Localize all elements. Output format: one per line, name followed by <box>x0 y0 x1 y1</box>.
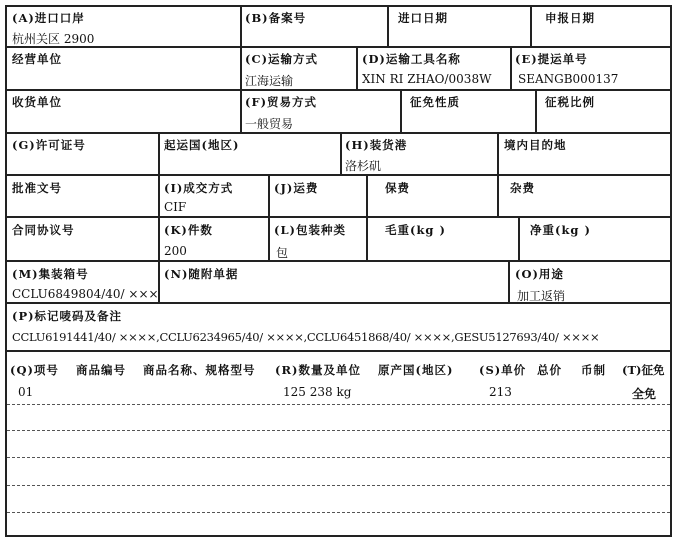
col-divider <box>366 216 368 262</box>
port-label: (A)进口口岸 <box>12 11 85 25</box>
levy-header: (T)征免 <box>622 363 665 377</box>
transport-mode-label: (C)运输方式 <box>245 52 319 66</box>
origin-header: 原产国(地区) <box>378 363 454 377</box>
item-row-divider <box>7 457 670 458</box>
item-no-header: (Q)项号 <box>10 363 59 377</box>
trade-mode-value: 一般贸易 <box>245 117 294 131</box>
col-divider <box>240 89 242 134</box>
item-row-divider <box>7 430 670 431</box>
col-divider <box>518 216 520 262</box>
quantity-value: 125 238 kg <box>283 385 352 399</box>
total-price-header: 总价 <box>537 363 562 377</box>
item-row-divider <box>7 485 670 486</box>
border-right <box>670 5 672 537</box>
col-divider <box>400 89 402 134</box>
marks-label: (P)标记唛码及备注 <box>12 309 123 323</box>
port-value: 杭州关区 2900 <box>12 32 95 46</box>
container-no-value: CCLU6849804/40/ ××× <box>12 287 159 301</box>
attached-docs-label: (N)随附单据 <box>164 267 239 281</box>
deal-mode-label: (I)成交方式 <box>164 181 234 195</box>
col-divider <box>508 260 510 304</box>
border-bottom <box>5 535 672 537</box>
unit-price-header: (S)单价 <box>479 363 527 377</box>
origin-country-label: 起运国(地区) <box>164 138 240 152</box>
container-no-label: (M)集装箱号 <box>12 267 89 281</box>
import-date-label: 进口日期 <box>398 11 448 25</box>
trade-mode-label: (F)贸易方式 <box>245 95 318 109</box>
col-divider <box>240 46 242 91</box>
quantity-header: (R)数量及单位 <box>275 363 361 377</box>
row-divider <box>5 350 672 352</box>
record-no-label: (B)备案号 <box>245 11 307 25</box>
pieces-value: 200 <box>164 244 187 258</box>
contract-no-label: 合同协议号 <box>12 223 75 237</box>
row-divider <box>5 174 672 176</box>
col-divider <box>366 174 368 218</box>
marks-value: CCLU6191441/40/ ××××,CCLU6234965/40/ ××××,CCLU6451868/40/ ××××,GESU5127693/40/ ×××× <box>12 330 600 344</box>
border-top <box>5 5 672 7</box>
col-divider <box>158 216 160 262</box>
col-divider <box>158 174 160 218</box>
row-divider <box>5 46 672 48</box>
levy-value: 全免 <box>632 387 657 401</box>
declare-date-label: 申报日期 <box>545 11 595 25</box>
col-divider <box>268 174 270 218</box>
freight-label: (J)运费 <box>274 181 319 195</box>
loading-port-value: 洛杉矶 <box>345 159 382 173</box>
col-divider <box>356 46 358 91</box>
currency-header: 币制 <box>581 363 606 377</box>
usage-value: 加工返销 <box>517 289 566 303</box>
misc-fee-label: 杂费 <box>510 181 535 195</box>
package-type-value: 包 <box>276 246 289 260</box>
transport-name-value: XIN RI ZHAO/0038W <box>362 72 492 86</box>
loading-port-label: (H)装货港 <box>345 138 408 152</box>
deal-mode-value: CIF <box>164 200 187 214</box>
destination-label: 境内目的地 <box>504 138 567 152</box>
col-divider <box>497 174 499 218</box>
item-row-divider <box>7 512 670 513</box>
col-divider <box>387 5 389 48</box>
transport-name-label: (D)运输工具名称 <box>362 52 461 66</box>
pieces-label: (K)件数 <box>164 223 213 237</box>
col-divider <box>158 132 160 176</box>
commodity-name-header: 商品名称、规格型号 <box>143 363 256 377</box>
row-divider <box>5 260 672 262</box>
col-divider <box>240 5 242 48</box>
package-type-label: (L)包装种类 <box>274 223 346 237</box>
consignee-label: 收货单位 <box>12 95 62 109</box>
col-divider <box>340 132 342 176</box>
levy-nature-label: 征免性质 <box>410 95 460 109</box>
col-divider <box>268 216 270 262</box>
item-no-value: 01 <box>18 385 34 399</box>
col-divider <box>535 89 537 134</box>
col-divider <box>497 132 499 176</box>
approval-no-label: 批准文号 <box>12 181 62 195</box>
unit-price-value: 213 <box>489 385 512 399</box>
row-divider <box>5 89 672 91</box>
bill-no-value: SEANGB000137 <box>518 72 619 86</box>
usage-label: (O)用途 <box>515 267 564 281</box>
gross-weight-label: 毛重(kg ) <box>385 223 446 237</box>
commodity-code-header: 商品编号 <box>76 363 126 377</box>
item-row-divider <box>7 404 670 405</box>
bill-no-label: (E)提运单号 <box>515 52 588 66</box>
col-divider <box>530 5 532 48</box>
row-divider <box>5 302 672 304</box>
row-divider <box>5 216 672 218</box>
insurance-label: 保费 <box>385 181 410 195</box>
license-no-label: (G)许可证号 <box>12 138 86 152</box>
levy-ratio-label: 征税比例 <box>545 95 595 109</box>
net-weight-label: 净重(kg ) <box>530 223 591 237</box>
col-divider <box>510 46 512 91</box>
transport-mode-value: 江海运输 <box>245 74 294 88</box>
operator-label: 经营单位 <box>12 52 62 66</box>
row-divider <box>5 132 672 134</box>
